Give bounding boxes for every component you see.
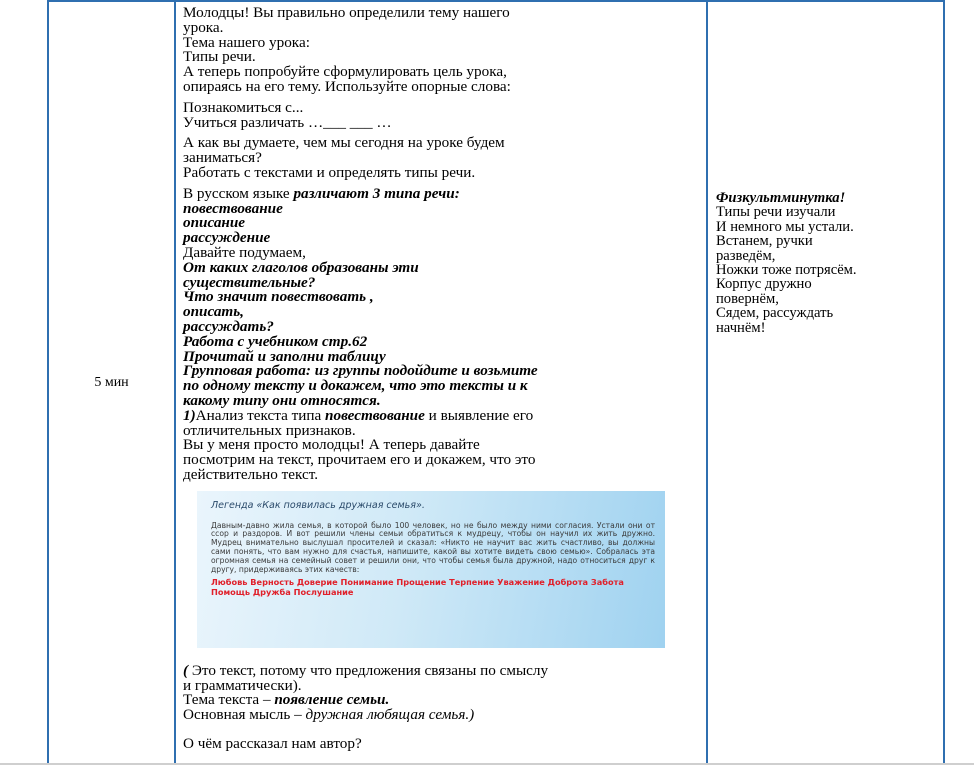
text-line: О чём рассказал нам автор? xyxy=(183,734,362,752)
legend-body: Давным-давно жила семья, в которой было 100 человек, но не было между ними согласия. Устали они от ссор и раздоров. И вот решили члены семьи обратиться к мудрецу, чтобы он научил их жить дружно. Мудрец внимательно выслушал просителей и сказал: «Никто не научит вас жить счастливо, вы должны сами понять, что вам нужно для счастья, напишите, какой вы хотите видеть свою семью». Собралась эта огромная семья на семейный совет и решили они, что чтобы семья была дружной, надо относиться друг к другу, придерживаясь этих качеств: xyxy=(211,520,655,575)
text-line: Типы речи. xyxy=(183,48,256,66)
text-line xyxy=(183,708,700,723)
note-line: И немного мы устали. xyxy=(716,218,854,235)
text-span: дружная любящая семья.) xyxy=(305,706,475,724)
text-line: От каких глаголов образованы эти xyxy=(183,258,419,276)
text-line: посмотрим на текст, прочитаем его и докажем, что это xyxy=(183,451,536,469)
text-span: ( xyxy=(183,661,189,679)
text-line: какому типу они относятся. xyxy=(183,391,381,409)
time-cell xyxy=(48,1,175,764)
text-line: опираясь на его тему. Используйте опорные слова: xyxy=(183,77,511,95)
text-line: описать, xyxy=(183,303,244,321)
note-line: разведём, xyxy=(716,247,776,264)
text-line: А теперь попробуйте сформулировать цель урока, xyxy=(183,63,507,81)
note-line: Типы речи изучали xyxy=(716,204,836,221)
text-span: Это текст, потому что предложения связаны по смыслу xyxy=(188,661,549,679)
note-heading: Физкультминутка! xyxy=(716,190,846,206)
activity-text xyxy=(176,2,706,752)
text-line: Работа с учебником стр.62 xyxy=(183,332,368,350)
text-line: Вы у меня просто молодцы! А теперь давайте xyxy=(183,436,480,454)
text-span: В русском языке xyxy=(183,184,294,202)
text-line: Познакомиться с... xyxy=(183,98,304,116)
notes-cell xyxy=(707,1,944,764)
text-span: повествование xyxy=(325,406,425,424)
text-line: рассуждение xyxy=(183,229,271,247)
note-line: начнём! xyxy=(716,319,766,336)
text-line: Работать с текстами и определять типы речи. xyxy=(183,163,476,181)
lesson-plan-page xyxy=(47,0,943,765)
text-line: и грамматически). xyxy=(183,676,302,694)
text-span: 1) xyxy=(183,406,196,424)
text-span: появление семьи. xyxy=(274,691,390,709)
text-line: отличительных признаков. xyxy=(183,421,356,439)
note-line: повернём, xyxy=(716,290,779,307)
text-line: по одному тексту и докажем, что это тексты и к xyxy=(183,377,528,395)
text-line: рассуждать? xyxy=(183,317,274,335)
note-line: Корпус дружно xyxy=(716,276,812,293)
physical-exercise-text xyxy=(708,2,943,335)
text-line: заниматься? xyxy=(183,149,262,167)
activity-cell xyxy=(175,1,707,764)
text-line: Прочитай и заполни таблицу xyxy=(183,347,386,365)
time-label: 5 мин xyxy=(94,374,129,390)
text-line: Молодцы! Вы правильно определили тему нашего xyxy=(183,4,510,21)
text-span: и выявление его xyxy=(424,406,534,424)
text-line: А как вы думаете, чем мы сегодня на уроке будем xyxy=(183,134,505,152)
text-line: Учиться различать …___ ___ … xyxy=(183,113,392,131)
legend-title: Легенда «Как появилась дружная семья». xyxy=(211,499,425,511)
text-line: Давайте подумаем, xyxy=(183,243,306,261)
text-line: Тема нашего урока: xyxy=(183,33,310,51)
note-line: Ножки тоже потрясём. xyxy=(716,262,857,279)
note-line: Сядем, рассуждать xyxy=(716,305,834,322)
note-line: Встанем, ручки xyxy=(716,233,813,250)
legend-values: Любовь Верность Доверие Понимание Прощение Терпение Уважение Доброта Забота Помощь Дружба Послушание xyxy=(211,576,624,597)
text-line: существительные? xyxy=(183,273,316,291)
text-line: Групповая работа: из группы подойдите и возьмите xyxy=(183,362,538,380)
table-row xyxy=(48,1,944,764)
lesson-table xyxy=(47,0,945,765)
text-line: описание xyxy=(183,214,246,232)
text-line: Что значит повествовать , xyxy=(183,288,374,306)
text-line: повествование xyxy=(183,199,283,217)
text-span: Основная мысль – xyxy=(183,706,306,724)
legend-image xyxy=(197,491,665,648)
text-span: Анализ текста типа xyxy=(195,406,326,424)
text-span: Тема текста – xyxy=(183,691,275,709)
text-span: различают 3 типа речи: xyxy=(293,184,460,202)
text-line: действительно текст. xyxy=(183,465,319,483)
text-line: урока. xyxy=(183,18,224,36)
